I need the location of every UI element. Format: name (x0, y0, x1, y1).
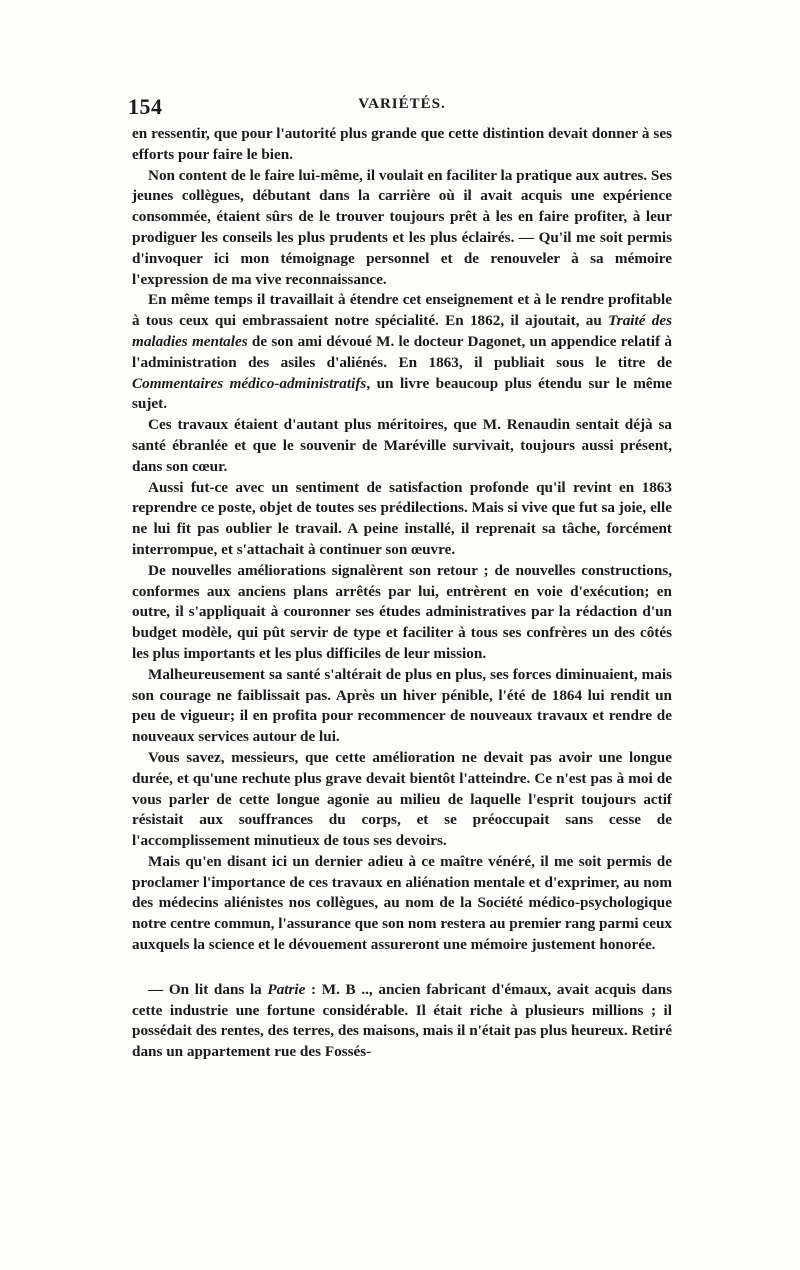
page-number: 154 (128, 94, 163, 119)
paragraph: en ressentir, que pour l'autorité plus grande que cette distintion devait donner à ses efforts pour faire le bien. (132, 125, 672, 163)
news-item (132, 980, 672, 1063)
paragraph-text: : M. B .., ancien fabricant d'émaux, avait acquis dans cette industrie une fortune considérable. Il était riche à plusieurs millions ; il possédait des rentes, des terres, des maisons, mais il n'était pas plus heureux. Retiré dans un appartement rue des Fossés- (132, 980, 672, 1061)
newspaper-title: Patrie (267, 980, 306, 998)
book-title: Commentaires médico-administratifs (132, 374, 367, 392)
paragraph-text: de son ami dévoué M. le docteur Dagonet, un appendice relatif à l'administration des asiles d'aliénés. En 1863, il publiait sous le titre de (132, 332, 672, 371)
paragraph-text: — On lit dans la (148, 980, 268, 998)
section-gap (132, 956, 672, 980)
paragraph: De nouvelles améliorations signalèrent son retour ; de nouvelles constructions, conformes aux anciens plans arrêtés par lui, entrèrent en voie d'exécution; en outre, il s'appliquait à couronner ses études administratives par la rédaction d'un budget modèle, qui pût servir de type et faciliter à tous ses confrères un des côtés les plus importants et les plus difficiles de leur mission. (132, 561, 672, 662)
running-head (128, 94, 672, 124)
paragraph: Mais qu'en disant ici un dernier adieu à ce maître vénéré, il me soit permis de proclamer l'importance de ces travaux en aliénation mentale et d'exprimer, au nom des médecins aliénistes nos collègues, au nom de la Société médico-psychologique notre centre commun, l'assurance que son nom restera au premier rang parmi ceux auxquels la science et le dévouement assureront une mémoire justement honorée. (132, 852, 672, 954)
book-title: Traité des maladies mentales (132, 312, 672, 350)
paragraph-text: , un livre beaucoup plus étendu sur le même sujet. (132, 374, 673, 413)
paragraph: Aussi fut-ce avec un sentiment de satisfaction profonde qu'il revint en 1863 reprendre ce poste, objet de toutes ses prédilections. Mais si vive que fut sa joie, elle ne lui fit pas oublier le travail. A peine installé, il reprenait sa tâche, forcément interrompue, et s'attachait à continuer son œuvre. (132, 478, 672, 558)
running-title: VARIÉTÉS. (358, 96, 446, 112)
paragraph: Non content de le faire lui-même, il voulait en faciliter la pratique aux autres. Ses jeunes collègues, débutant dans la carrière où il avait acquis une expérience consommée, étaient sûrs de le trouver toujours prêt à les en faire profiter, à leur prodiguer les conseils les plus prudents et les plus éclairés. — Qu'il me soit permis d'invoquer ici mon témoignage personnel et de renouveler à sa mémoire l'expression de ma vive reconnaissance. (132, 166, 672, 288)
page (128, 94, 673, 1063)
body-text (132, 124, 672, 1063)
paragraph (132, 290, 672, 415)
paragraph: Vous savez, messieurs, que cette amélioration ne devait pas avoir une longue durée, et qu'une rechute plus grave devait bientôt l'atteindre. Ce n'est pas à moi de vous parler de cette longue agonie au milieu de laquelle l'esprit toujours actif résistait aux souffrances du corps, et se préoccupait sans cesse de l'accomplissement minutieux de tous ses devoirs. (132, 748, 672, 850)
paragraph-text: En même temps il travaillait à étendre cet enseignement et à le rendre profitable à tous ceux qui embrassaient notre spécialité. En 1862, il ajoutait, au (132, 291, 672, 330)
paragraph: Malheureusement sa santé s'altérait de plus en plus, ses forces diminuaient, mais son courage ne faiblissait pas. Après un hiver pénible, l'été de 1864 lui rendit un peu de vigueur; il en profita pour recommencer de nouveaux travaux et rendre de nouveaux services autour de lui. (132, 665, 672, 746)
paragraph: Ces travaux étaient d'autant plus méritoires, que M. Renaudin sentait déjà sa santé ébranlée et que le souvenir de Maréville survivait, toujours aussi présent, dans son cœur. (132, 416, 672, 475)
